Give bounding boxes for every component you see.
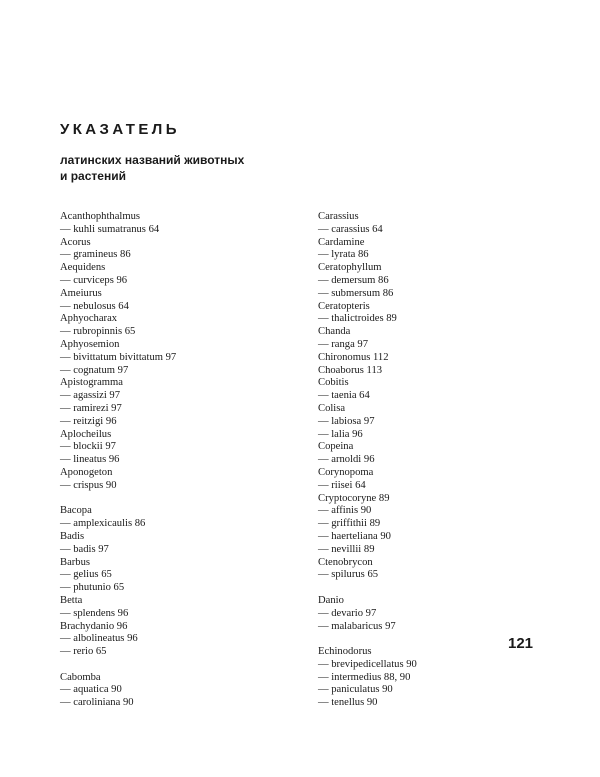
index-gap bbox=[318, 582, 417, 595]
index-entry: Aplocheilus bbox=[60, 428, 112, 440]
index-entry: Badis bbox=[60, 530, 85, 542]
index-subentry: — gramineus 86 bbox=[60, 249, 131, 261]
index-entry: Acanthophthalmus bbox=[60, 211, 141, 222]
subtitle-line: и растений bbox=[60, 169, 126, 183]
index-subentry: — curviceps 96 bbox=[60, 274, 128, 286]
index-subentry: — affinis 90 bbox=[318, 505, 372, 517]
index-column-left bbox=[60, 211, 176, 710]
index-subentry: — thalictroides 89 bbox=[318, 313, 397, 325]
index-subentry: — nevillii 89 bbox=[318, 543, 375, 555]
index-subentry: — phutunio 65 bbox=[60, 582, 125, 594]
index-subtitle bbox=[60, 152, 244, 184]
index-subentry: — bivittatum bivittatum 97 bbox=[60, 351, 177, 363]
index-entry: Ameiurus bbox=[60, 287, 102, 299]
index-entry: Barbus bbox=[60, 556, 91, 568]
index-entry: Aponogeton bbox=[60, 466, 113, 478]
index-entry: Ceratophyllum bbox=[318, 262, 382, 274]
index-entry: Copeina bbox=[318, 441, 354, 453]
index-subentry: — lineatus 96 bbox=[60, 454, 120, 466]
index-column-right bbox=[318, 211, 417, 710]
page-number: 121 bbox=[508, 635, 534, 652]
index-subentry: — haerteliana 90 bbox=[318, 530, 391, 542]
index-entry: Apistogramma bbox=[60, 377, 123, 389]
index-subentry: — griffithii 89 bbox=[318, 518, 381, 530]
index-subentry: — labiosa 97 bbox=[318, 415, 375, 427]
index-entry: Carassius bbox=[318, 211, 359, 222]
index-subentry: — aquatica 90 bbox=[60, 684, 122, 696]
index-entry: Colisa bbox=[318, 402, 346, 414]
index-title: УКАЗАТЕЛЬ bbox=[60, 121, 180, 138]
index-subentry: — splendens 96 bbox=[60, 607, 129, 619]
index-subentry: — submersum 86 bbox=[318, 287, 394, 299]
index-entry: Cabomba bbox=[60, 671, 101, 683]
index-gap bbox=[60, 493, 176, 506]
index-subentry: — lyrata 86 bbox=[318, 249, 369, 261]
index-subentry: — tenellus 90 bbox=[318, 697, 378, 709]
index-subentry: — malabaricus 97 bbox=[318, 620, 396, 632]
index-entry: Echinodorus bbox=[318, 646, 372, 658]
index-subentry: — lalia 96 bbox=[318, 428, 363, 440]
index-subentry: — rubropinnis 65 bbox=[60, 326, 136, 338]
index-subentry: — rerio 65 bbox=[60, 646, 107, 658]
index-entry: Aphyosemion bbox=[60, 338, 120, 350]
index-entry: Danio bbox=[318, 594, 344, 606]
index-subentry: — ranga 97 bbox=[318, 338, 369, 350]
index-subentry: — albolineatus 96 bbox=[60, 633, 138, 645]
index-subentry: — caroliniana 90 bbox=[60, 697, 134, 709]
index-entry: Cardamine bbox=[318, 236, 365, 248]
index-entry: Cryptocoryne 89 bbox=[318, 492, 390, 504]
index-entry: Aequidens bbox=[60, 262, 106, 274]
index-subentry: — devario 97 bbox=[318, 607, 377, 619]
index-subentry: — riisei 64 bbox=[318, 479, 366, 491]
index-subentry: — demersum 86 bbox=[318, 274, 389, 286]
index-entry: Chironomus 112 bbox=[318, 351, 389, 363]
index-gap bbox=[318, 633, 417, 646]
index-entry: Acorus bbox=[60, 236, 91, 248]
index-subentry: — nebulosus 64 bbox=[60, 300, 129, 312]
index-entry: Ctenobrycon bbox=[318, 556, 373, 568]
index-subentry: — spilurus 65 bbox=[318, 569, 379, 581]
index-subentry: — cognatum 97 bbox=[60, 364, 129, 376]
index-subentry: — arnoldi 96 bbox=[318, 454, 375, 466]
index-entry: Ceratopteris bbox=[318, 300, 370, 312]
index-entry: Aphyocharax bbox=[60, 313, 118, 325]
index-subentry: — ramirezi 97 bbox=[60, 402, 122, 414]
index-gap bbox=[60, 659, 176, 672]
index-subentry: — amplexicaulis 86 bbox=[60, 518, 146, 530]
index-subentry: — taenia 64 bbox=[318, 390, 370, 402]
index-subentry: — crispus 90 bbox=[60, 479, 117, 491]
index-subentry: — blockii 97 bbox=[60, 441, 116, 453]
index-subentry: — reitzigi 96 bbox=[60, 415, 117, 427]
index-subentry: — kuhli sumatranus 64 bbox=[60, 223, 160, 235]
subtitle-line: латинских названий животных bbox=[60, 153, 245, 167]
index-subentry: — gelius 65 bbox=[60, 569, 112, 581]
index-entry: Corynopoma bbox=[318, 466, 374, 478]
index-entry: Choaborus 113 bbox=[318, 364, 383, 376]
index-entry: Betta bbox=[60, 594, 83, 606]
index-entry: Chanda bbox=[318, 326, 351, 338]
index-subentry: — badis 97 bbox=[60, 543, 109, 555]
index-entry: Brachydanio 96 bbox=[60, 620, 128, 632]
index-subentry: — paniculatus 90 bbox=[318, 684, 393, 696]
index-entry: Bacopa bbox=[60, 505, 92, 517]
index-subentry: — agassizi 97 bbox=[60, 390, 121, 402]
index-subentry: — carassius 64 bbox=[318, 223, 383, 235]
index-subentry: — brevipedicellatus 90 bbox=[318, 658, 417, 670]
index-subentry: — intermedius 88, 90 bbox=[318, 671, 411, 683]
index-entry: Cobitis bbox=[318, 377, 349, 389]
